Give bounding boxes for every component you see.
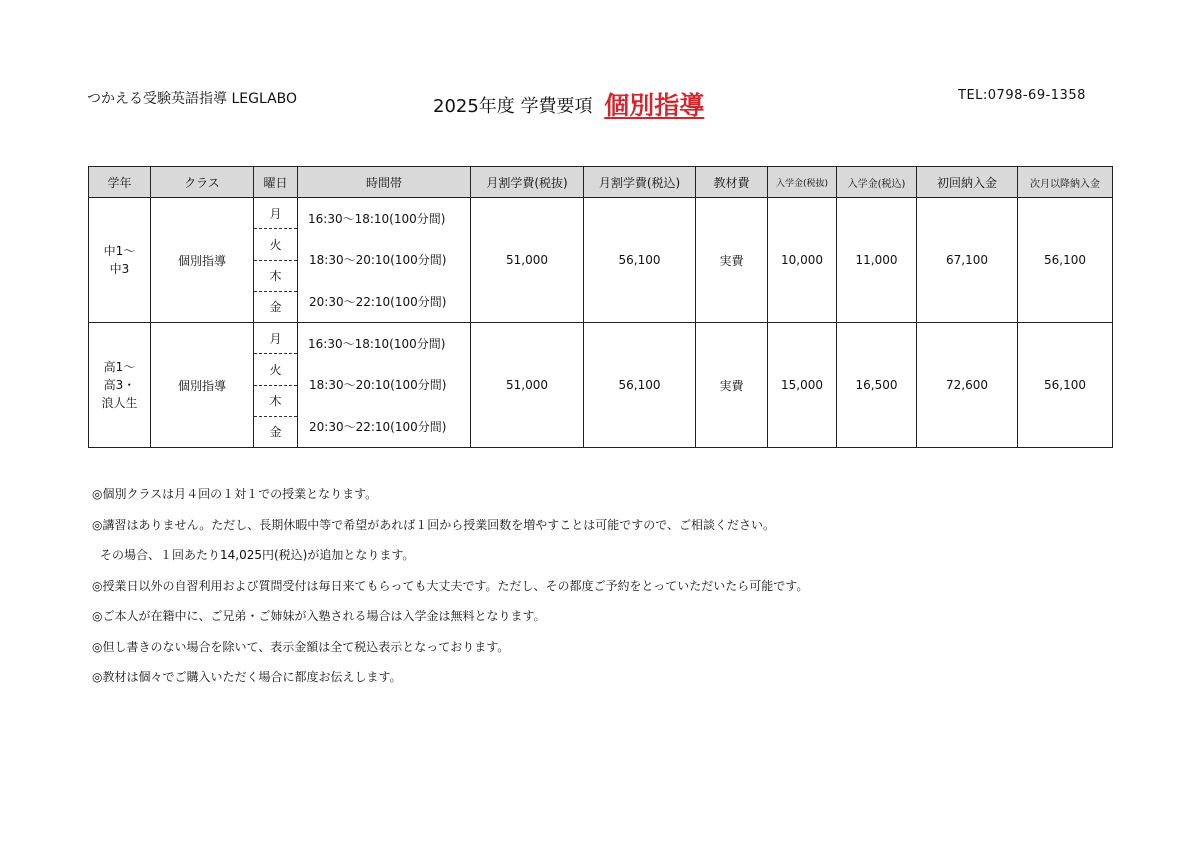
note-line: ◎講習はありません。ただし、長期休暇中等で希望があれば１回から授業回数を増やすことは可能ですので、ご相談ください。 [92,517,775,532]
note-line: ◎教材は個々でご購入いただく場合に都度お伝えします。 [92,670,402,684]
note-line: ◎ご本人が在籍中に、ご兄弟・ご姉妹が入塾される場合は入学金は無料となります。 [92,609,546,623]
cell-entry-in-tax: 11,000 [837,198,917,323]
grade-line: 中1～ [103,244,136,258]
cell-materials: 実費 [696,323,768,448]
cell-monthly-ex-tax: 51,000 [471,198,584,323]
cell-grade [89,323,151,448]
school-name: つかえる受験英語指導 LEGLABO [87,91,298,107]
fee-table [88,166,1113,448]
table-row [89,198,1113,323]
cell-entry-in-tax: 16,500 [837,323,917,448]
day-label: 木 [254,386,297,417]
grade-line: 中3 [109,262,130,276]
col-header-monthly-ex-tax: 月割学費(税抜) [471,167,584,198]
col-header-time: 時間帯 [298,167,471,198]
col-header-materials: 教材費 [696,167,768,198]
day-label: 金 [269,425,282,440]
notes-list [92,486,808,700]
cell-monthly-in-tax: 56,100 [584,323,696,448]
cell-grade [89,198,151,323]
cell-first-payment: 72,600 [917,323,1018,448]
page-title [433,86,704,122]
grade-line: 高1～ [103,360,136,374]
col-header-day: 曜日 [254,167,298,198]
time-slot: 20:30～22:10(100分間) [309,419,447,434]
grade-line: 高3・ [103,378,136,392]
cell-times [298,198,471,323]
phone-number: TEL:0798-69-1358 [958,88,1086,103]
grade-line: 浪人生 [101,396,138,410]
cell-monthly-ex-tax: 51,000 [471,323,584,448]
col-header-grade: 学年 [89,167,151,198]
cell-next-payment: 56,100 [1018,323,1113,448]
note-line: ◎但し書きのない場合を除いて、表示金額は全て税込表示となっております。 [92,639,510,654]
cell-times [298,323,471,448]
cell-entry-ex-tax: 15,000 [768,323,837,448]
time-slot: 18:30～20:10(100分間) [309,378,447,393]
col-header-next-payment: 次月以降納入金 [1018,167,1113,198]
day-label: 木 [254,261,297,292]
col-header-class: クラス [151,167,254,198]
day-label: 火 [254,354,297,385]
cell-first-payment: 67,100 [917,198,1018,323]
time-slot: 16:30～18:10(100分間) [308,212,446,227]
day-label: 月 [254,323,297,354]
table-header-row [89,167,1113,198]
col-header-monthly-in-tax: 月割学費(税込) [584,167,696,198]
cell-days [254,198,298,323]
cell-materials: 実費 [696,198,768,323]
time-slot: 20:30～22:10(100分間) [309,294,447,309]
title-main: 2025年度 学費要項 [433,96,593,117]
title-accent: 個別指導 [604,91,705,120]
note-line: ◎授業日以外の自習利用および質問受付は毎日来てもらっても大丈夫です。ただし、その都度ご予約をとっていただいたら可能です。 [92,578,809,593]
col-header-entry-in-tax: 入学金(税込) [837,167,917,198]
cell-days [254,323,298,448]
cell-entry-ex-tax: 10,000 [768,198,837,323]
time-slot: 16:30～18:10(100分間) [308,337,446,352]
day-label: 金 [269,300,282,315]
cell-class: 個別指導 [151,198,254,323]
col-header-entry-ex-tax: 入学金(税抜) [768,167,837,198]
col-header-first-payment: 初回納入金 [917,167,1018,198]
day-label: 火 [254,229,297,260]
day-label: 月 [254,198,297,229]
note-line: その場合、１回あたり14,025円(税込)が追加となります。 [100,548,415,562]
table-row [89,323,1113,448]
cell-monthly-in-tax: 56,100 [584,198,696,323]
time-slot: 18:30～20:10(100分間) [309,253,447,268]
cell-class: 個別指導 [151,323,254,448]
note-line: ◎個別クラスは月４回の１対１での授業となります。 [92,487,378,501]
cell-next-payment: 56,100 [1018,198,1113,323]
